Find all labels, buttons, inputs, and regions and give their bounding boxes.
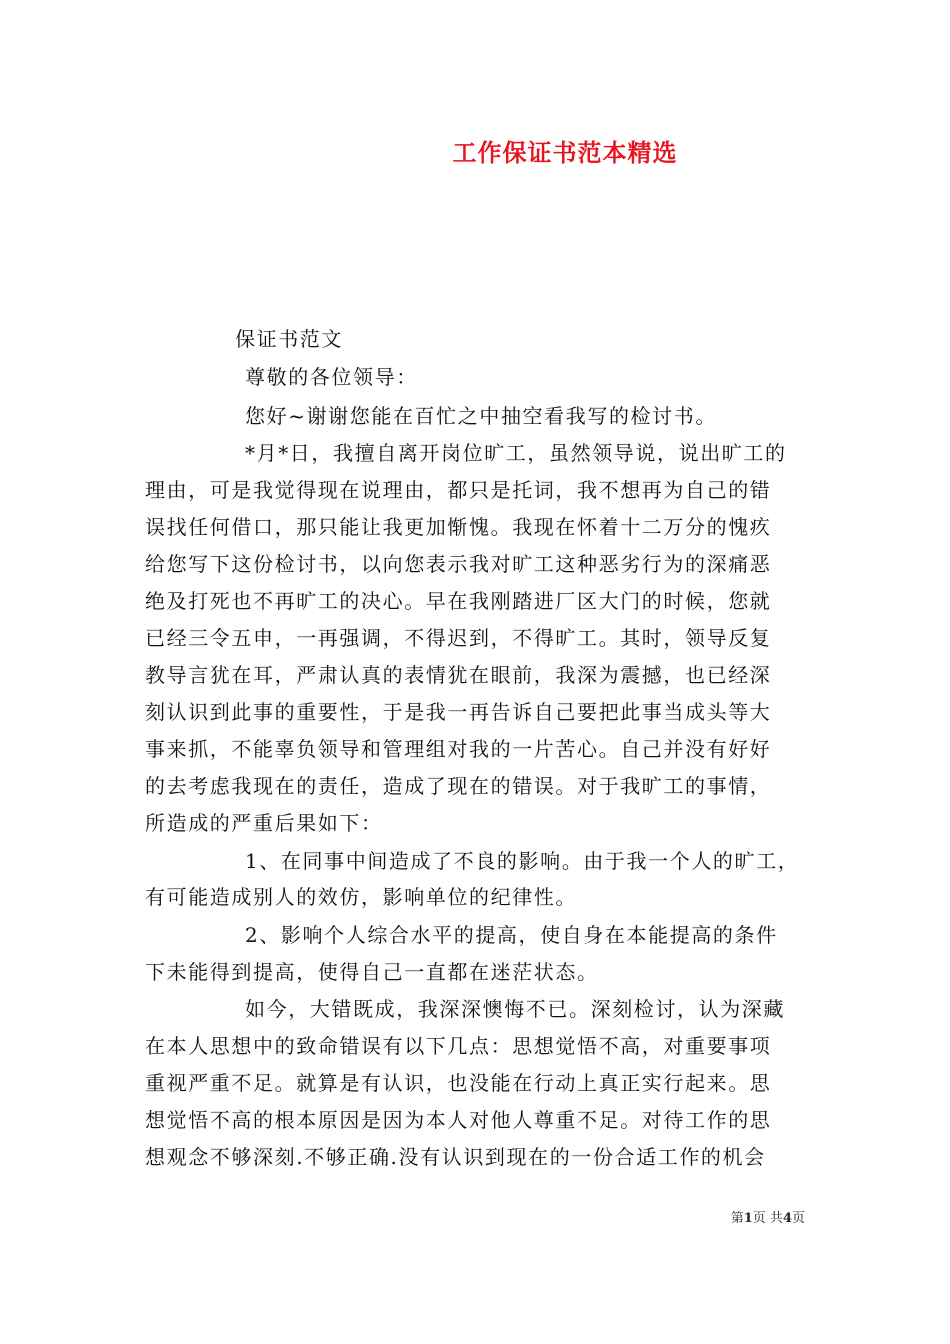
body-line: 绝及打死也不再旷工的决心。早在我刚踏进厂区大门的时候，您就 — [145, 589, 772, 613]
body-line: 刻认识到此事的重要性，于是我一再告诉自己要把此事当成头等大 — [145, 700, 772, 724]
body-line: *月*日，我擅自离开岗位旷工，虽然领导说，说出旷工的 — [245, 441, 787, 465]
body-line: 教导言犹在耳，严肃认真的表情犹在眼前，我深为震撼，也已经深 — [145, 663, 772, 687]
document-title: 工作保证书范本精选 — [452, 138, 678, 167]
greeting: 尊敬的各位领导： — [245, 365, 418, 389]
page-number: 1 — [743, 1211, 753, 1226]
footer-prefix: 第 — [730, 1211, 744, 1226]
page-total: 4 — [782, 1211, 792, 1226]
body-line: 下未能得到提高，使得自己一直都在迷茫状态。 — [145, 960, 599, 984]
body-line: 想观念不够深刻.不够正确.没有认识到现在的一份合适工作的机会 — [145, 1145, 766, 1169]
body-line: 有可能造成别人的效仿，影响单位的纪律性。 — [145, 885, 577, 909]
body-line: 误找任何借口，那只能让我更加惭愧。我现在怀着十二万分的愧疚 — [145, 515, 772, 539]
list-item-1: 1、在同事中间造成了不良的影响。由于我一个人的旷工， — [245, 849, 800, 873]
list-item-2: 2、影响个人综合水平的提高，使自身在本能提高的条件 — [245, 923, 778, 947]
body-line: 重视严重不足。就算是有认识，也没能在行动上真正实行起来。思 — [145, 1071, 772, 1095]
footer-suffix: 页 — [791, 1211, 805, 1226]
footer-middle: 页 共 — [752, 1211, 783, 1226]
body-line: 在本人思想中的致命错误有以下几点：思想觉悟不高，对重要事项 — [145, 1034, 772, 1058]
intro-line: 您好~谢谢您能在百忙之中抽空看我写的检讨书。 — [245, 404, 717, 428]
body-line: 已经三令五申，一再强调，不得迟到，不得旷工。其时，领导反复 — [145, 626, 772, 650]
body-line: 的去考虑我现在的责任，造成了现在的错误。对于我旷工的事情， — [145, 774, 772, 798]
body-line: 理由，可是我觉得现在说理由，都只是托词，我不想再为自己的错 — [145, 478, 772, 502]
body-line: 事来抓，不能辜负领导和管理组对我的一片苦心。自己并没有好好 — [145, 737, 772, 761]
subtitle: 保证书范文 — [235, 327, 343, 351]
body-line: 所造成的严重后果如下： — [145, 811, 383, 835]
body-line: 如今，大错既成，我深深懊悔不已。深刻检讨，认为深藏 — [245, 997, 785, 1021]
body-line: 想觉悟不高的根本原因是因为本人对他人尊重不足。对待工作的思 — [145, 1108, 772, 1132]
body-line: 给您写下这份检讨书，以向您表示我对旷工这种恶劣行为的深痛恶 — [145, 552, 772, 576]
page-footer — [0, 1207, 950, 1226]
